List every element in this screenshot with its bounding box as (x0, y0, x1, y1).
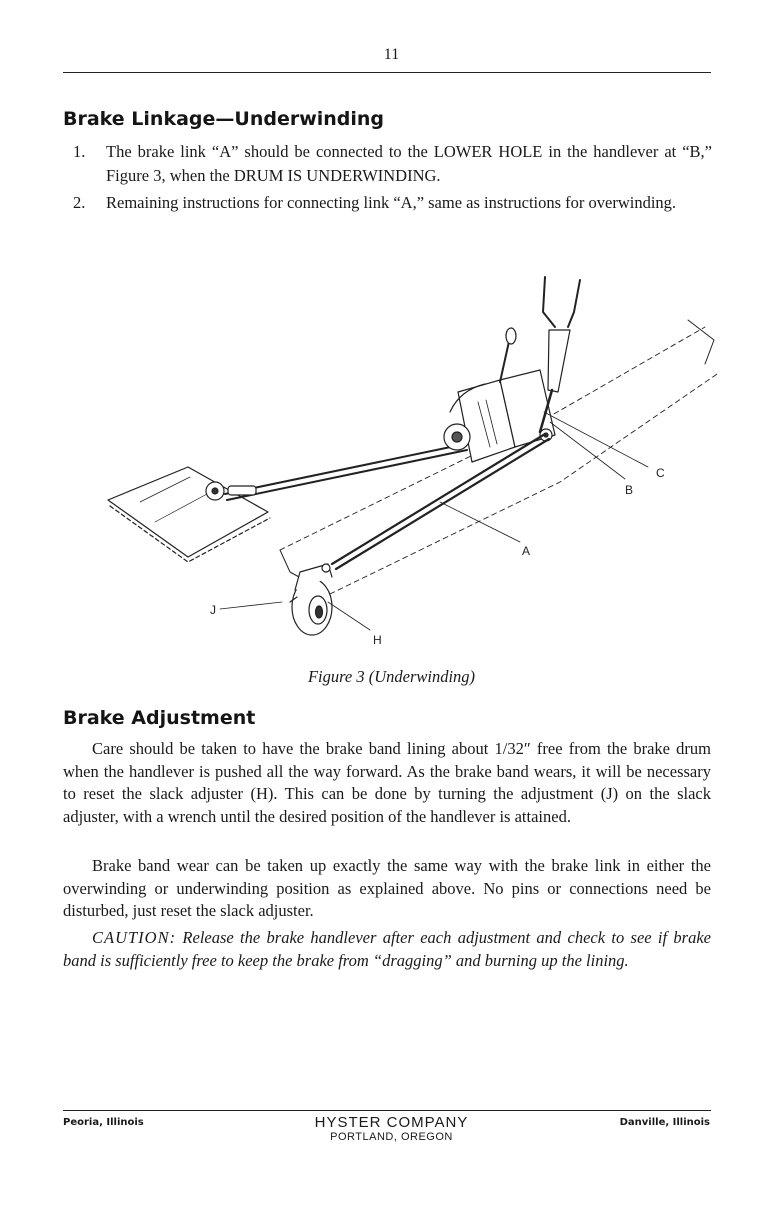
figure-caption: Figure 3 (Underwinding) (307, 667, 476, 686)
label-b: B (625, 483, 634, 497)
label-a: A (522, 544, 531, 558)
caution-text: Release the brake handlever after each adjustment and check to see if brake band is sufficiently free to keep the brake from “dragging” and burning up the lining. (63, 928, 711, 970)
caution-paragraph (63, 927, 711, 972)
footer-right: Danville, Illinois (619, 1117, 710, 1128)
floor-plate-left (108, 467, 268, 557)
list-item-text: The brake link “A” should be connected to the LOWER HOLE in the handlever at “B,” Figure 3, when the DRUM IS UNDERWINDING. (106, 142, 712, 185)
footer-left: Peoria, Illinois (63, 1117, 144, 1128)
label-j: J (210, 603, 216, 617)
page-number: 11 (383, 46, 400, 63)
list-item-text: Remaining instructions for connecting link “A,” same as instructions for overwinding. (106, 193, 677, 212)
section-heading-brake-linkage: Brake Linkage—Underwinding (63, 108, 385, 130)
top-rule (63, 72, 711, 73)
paragraph: Brake band wear can be taken up exactly the same way with the brake link in either the overwinding or underwinding position as explained above. No pins or connections need be disturbed, just reset the slack adjuster. (63, 856, 711, 921)
bottom-rule (63, 1110, 711, 1111)
list-item-number: 2. (73, 193, 86, 212)
caution-label: CAUTION: (92, 928, 177, 947)
paragraph: Care should be taken to have the brake band lining about 1/32″ free from the brake drum when the handlever is pushed all the way forward. As the brake band wears, it will be necessary to reset the slack adjuster (H). This can be done by turning the adjustment (J) on the slack adjuster, with a wrench until the desired position of the handlever is attained. (63, 739, 711, 826)
brake-linkage-illustration (100, 272, 740, 662)
section-heading-brake-adjustment: Brake Adjustment (63, 707, 256, 729)
footer-company: HYSTER COMPANY (314, 1114, 469, 1131)
footer-city: PORTLAND, OREGON (330, 1131, 453, 1143)
label-c: C (656, 466, 665, 480)
list-item-number: 1. (73, 142, 86, 161)
label-h: H (373, 633, 382, 647)
